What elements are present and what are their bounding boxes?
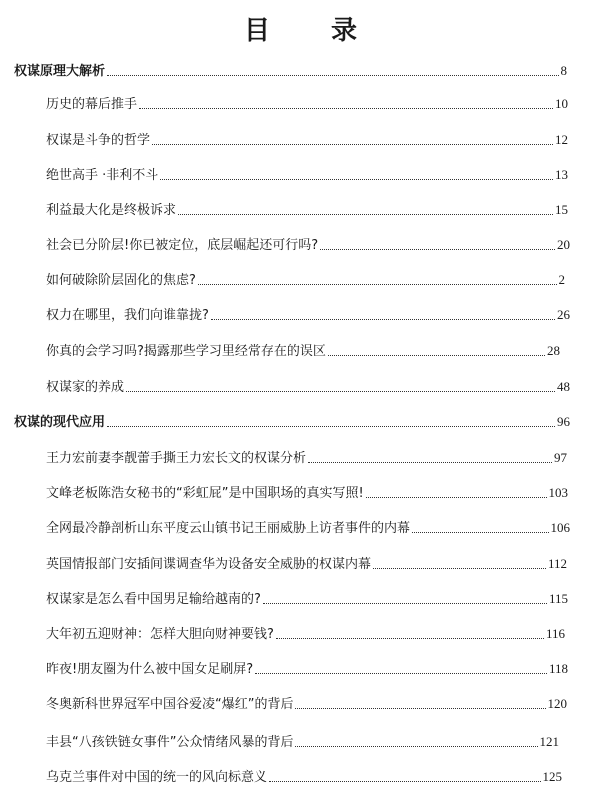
toc-page-number: 116 (545, 626, 565, 641)
toc-entry-title: 如何破除阶层固化的焦虑? (46, 273, 196, 288)
page-title: 目 录 (243, 16, 384, 46)
toc-page-number: 20 (557, 237, 570, 252)
dot-leader (373, 568, 546, 569)
toc-page-number: 121 (539, 734, 559, 749)
toc-page-number: 115 (548, 591, 568, 606)
toc-page-number: 2 (558, 272, 565, 287)
toc-page-number: 10 (555, 96, 568, 111)
toc-entry-title: 乌克兰事件对中国的统一的风向标意义 (46, 770, 268, 785)
toc-item[interactable] (46, 733, 559, 751)
toc-item[interactable] (46, 236, 570, 254)
toc-entry-title: 权谋家是怎么看中国男足输给越南的? (46, 592, 261, 607)
dot-leader (107, 426, 555, 427)
dot-leader (412, 532, 548, 533)
toc-page-number: 106 (550, 520, 570, 535)
toc-entry-title: 冬奥新科世界冠军中国谷爱凌“爆红”的背后 (46, 697, 294, 712)
dot-leader (160, 179, 553, 180)
toc-page-number: 120 (547, 696, 567, 711)
toc-entry-title: 历史的幕后推手 (46, 97, 138, 112)
toc-item[interactable] (46, 271, 565, 289)
toc-item[interactable] (46, 306, 570, 324)
toc-entry-title: 社会已分阶层!你已被定位，底层崛起还可行吗? (46, 238, 319, 253)
dot-leader (308, 462, 552, 463)
toc-entry-title: 权谋家的养成 (46, 380, 125, 395)
dot-leader (366, 497, 547, 498)
toc-entry-title: 英国情报部门安插间谍调查华为设备安全威胁的权谋内幕 (46, 557, 372, 572)
toc-entry-title: 利益最大化是终极诉求 (46, 203, 177, 218)
toc-page-number: 15 (555, 202, 568, 217)
toc-item[interactable] (46, 131, 568, 149)
toc-entry-title: 权谋原理大解析 (14, 64, 106, 79)
toc-entry-title: 丰县“八孩铁链女事件”公众情绪风暴的背后 (46, 735, 294, 750)
dot-leader (255, 673, 547, 674)
dot-leader (320, 249, 555, 250)
toc-page-number: 13 (555, 167, 568, 182)
toc-page-number: 96 (557, 414, 570, 429)
toc-entry-title: 权谋的现代应用 (14, 415, 106, 430)
toc-page-number: 97 (554, 450, 567, 465)
toc-page-number: 28 (547, 343, 560, 358)
toc-item[interactable] (46, 449, 567, 467)
toc-item[interactable] (46, 590, 568, 608)
toc-item[interactable] (46, 166, 568, 184)
dot-leader (152, 144, 553, 145)
toc-entry-title: 权力在哪里，我们向谁靠拢? (46, 308, 209, 323)
toc-item[interactable] (46, 660, 568, 678)
toc-entry-title: 昨夜!朋友圈为什么被中国女足刷屏? (46, 662, 254, 677)
dot-leader (276, 638, 544, 639)
toc-item[interactable] (46, 95, 568, 113)
dot-leader (107, 75, 558, 76)
toc-entry-title: 文峰老板陈浩女秘书的“彩虹屁”是中国职场的真实写照! (46, 486, 364, 501)
dot-leader (295, 746, 537, 747)
toc-section[interactable] (14, 413, 570, 431)
toc-page-number: 26 (557, 307, 570, 322)
dot-leader (198, 284, 557, 285)
toc-entry-title: 绝世高手 ·非利不斗 (46, 168, 159, 183)
dot-leader (263, 603, 547, 604)
toc-page-number: 12 (555, 132, 568, 147)
toc-page-number: 112 (547, 556, 567, 571)
toc-page-number: 103 (548, 485, 568, 500)
toc-page-number: 125 (542, 769, 562, 784)
toc-item[interactable] (46, 695, 567, 713)
toc-entry-title: 全网最冷静剖析山东平度云山镇书记王丽威胁上访者事件的内幕 (46, 521, 411, 536)
toc-entry-title: 大年初五迎财神：怎样大胆向财神要钱? (46, 627, 274, 642)
toc-item[interactable] (46, 378, 570, 396)
toc-item[interactable] (46, 484, 568, 502)
toc-page-number: 48 (557, 379, 570, 394)
dot-leader (211, 319, 555, 320)
toc-entry-title: 权谋是斗争的哲学 (46, 133, 151, 148)
dot-leader (126, 391, 555, 392)
toc-page-number: 8 (560, 63, 567, 78)
toc-entry-title: 王力宏前妻李靓蕾手撕王力宏长文的权谋分析 (46, 451, 307, 466)
toc-item[interactable] (46, 625, 565, 643)
toc-item[interactable] (46, 201, 568, 219)
toc-section[interactable] (14, 62, 567, 80)
dot-leader (328, 355, 545, 356)
toc-item[interactable] (46, 555, 567, 573)
toc-page-number: 118 (548, 661, 568, 676)
toc-item[interactable] (46, 519, 570, 537)
dot-leader (269, 781, 540, 782)
toc-entry-title: 你真的会学习吗?揭露那些学习里经常存在的误区 (46, 344, 326, 359)
toc-item[interactable] (46, 768, 562, 786)
dot-leader (178, 214, 553, 215)
toc-item[interactable] (46, 342, 560, 360)
dot-leader (139, 108, 553, 109)
dot-leader (295, 708, 545, 709)
